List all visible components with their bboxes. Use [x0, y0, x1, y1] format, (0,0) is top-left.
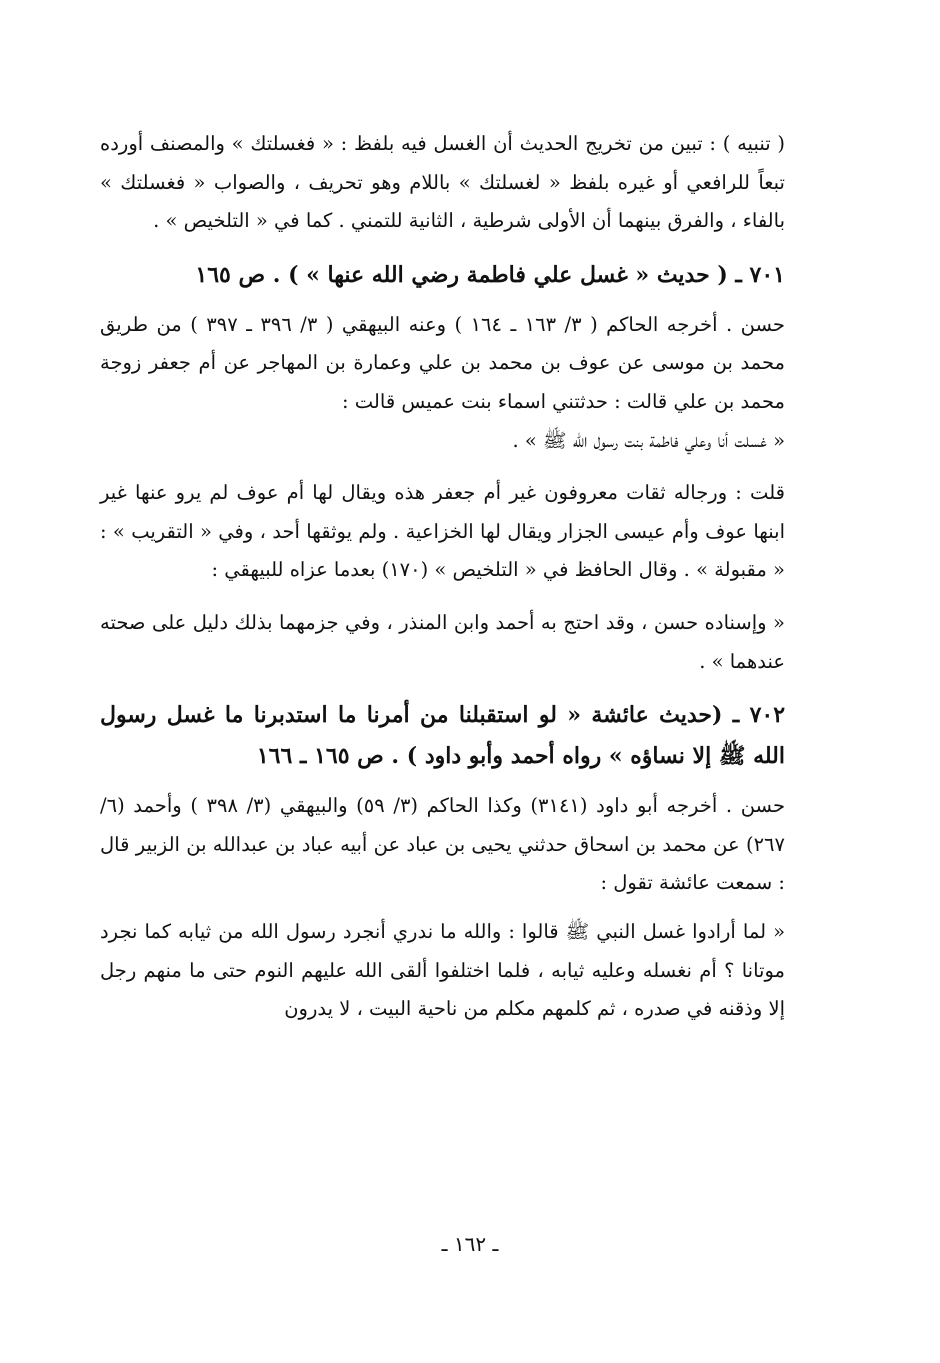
spacer	[100, 903, 785, 913]
note-paragraph: ( تنبيه ) : تبين من تخريج الحديث أن الغسل فيه بلفظ : « فغسلتك » والمصنف أورده تبعاً للرافعي أو غيره بلفظ « لغسلتك » باللام وهو تحريف ، والصواب « فغسلتك » بالفاء ، والفرق بينهما أن الأولى شرطية ، الثانية للتمني . كما في « التلخيص » .	[100, 132, 785, 233]
spacer	[100, 296, 785, 306]
spacer	[100, 460, 785, 474]
page-number: ـ ١٦٢ ـ	[441, 1232, 499, 1256]
spacer	[100, 681, 785, 695]
spacer	[100, 241, 785, 255]
spacer	[100, 777, 785, 787]
spacer	[100, 590, 785, 604]
hadith-702-quote: « لما أرادوا غسل النبي ﷺ قالوا : والله ما ندري أنجرد رسول الله من ثيابه كما نجرد موتانا ؟ أم نغسله وعليه ثيابه ، فلما اختلفوا ألقى الله عليهم النوم حتى ما منهم رجل إلا وذقنه في صدره ، ثم كلمهم مكلم من ناحية البيت ، لا يدرون	[100, 919, 785, 1021]
hadith-701-takhrij: حسن . أخرجه الحاكم ( ٣/ ١٦٣ ـ ١٦٤ ) وعنه البيهقي ( ٣/ ٣٩٦ ـ ٣٩٧ ) من طريق محمد بن موسى عن عوف بن محمد بن علي وعمارة بن المهاجر عن أم جعفر زوجة محمد بن علي قالت : حدثتني اسماء بنت عميس قالت :	[100, 312, 785, 413]
book-page	[100, 125, 785, 1029]
hadith-701-quote: « غسلت أنا وعلي فاطمة بنت رسول الله ﷺ » .	[512, 428, 785, 452]
hadith-701-heading: ٧٠١ ـ ( حديث « غسل علي فاطمة رضي الله عنها » ) . ص ١٦٥	[195, 261, 785, 288]
hadith-701-comment: قلت : ورجاله ثقات معروفون غير أم جعفر هذه ويقال لها أم عوف لم يرو عنها غير ابنها عوف وأم عيسى الجزار ويقال لها الخزاعية . ولم يوثقها أحد ، وفي « التقريب » : « مقبولة » . وقال الحافظ في « التلخيص » (١٧٠) بعدما عزاه للبيهقي :	[100, 481, 785, 582]
hadith-702-takhrij: حسن . أخرجه أبو داود (٣١٤١) وكذا الحاكم (٣/ ٥٩) والبيهقي (٣/ ٣٩٨ ) وأحمد (٦/ ٢٦٧) عن محمد بن اسحاق حدثني يحيى بن عباد عن أبيه عباد بن عبدالله بن الزبير قال : سمعت عائشة تقول :	[100, 794, 785, 895]
hadith-702-heading: ٧٠٢ ـ (حديث عائشة « لو استقبلنا من أمرنا ما استدبرنا ما غسل رسول الله ﷺ إلا نساؤه » رواه أحمد وأبو داود ) . ص ١٦٥ ـ ١٦٦	[100, 702, 786, 770]
hadith-701-hafiz-quote: « وإسناده حسن ، وقد احتج به أحمد وابن المنذر ، وفي جزمهما بذلك دليل على صحته عندهما » .	[100, 610, 785, 673]
